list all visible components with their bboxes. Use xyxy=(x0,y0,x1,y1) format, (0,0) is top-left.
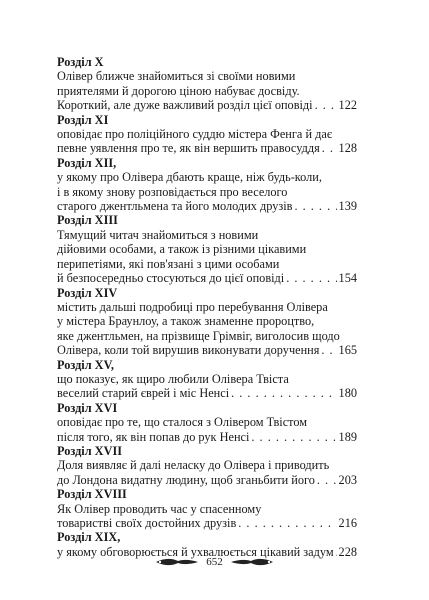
chapter-entry xyxy=(57,213,357,285)
chapter-description-line: до Лондона видатну людину, щоб зганьбити його xyxy=(57,472,315,487)
chapter-description-line: Олівера, коли той вирушив виконувати доручення xyxy=(57,343,320,358)
dot-leader xyxy=(294,199,336,213)
chapter-entry xyxy=(57,530,357,559)
chapter-description-line: дійовими особами, а також із різними цікавими xyxy=(57,242,307,257)
chapter-title: Розділ XIX, xyxy=(57,530,121,545)
chapter-title: Розділ XII, xyxy=(57,155,117,170)
chapter-page-number: 165 xyxy=(338,343,357,358)
chapter-description-line: Як Олівер проводить час у спасенному xyxy=(57,501,262,516)
table-of-contents xyxy=(57,55,357,559)
chapter-last-line xyxy=(57,141,357,155)
chapter-entry xyxy=(57,113,357,156)
chapter-entry xyxy=(57,487,357,530)
chapter-page-number: 203 xyxy=(338,472,357,487)
chapter-entry xyxy=(57,55,357,113)
dot-leader xyxy=(238,516,336,530)
chapter-last-line xyxy=(57,516,357,530)
chapter-description-line: веселий старий єврей і міс Ненсі xyxy=(57,386,230,401)
dot-leader xyxy=(315,98,337,112)
chapter-last-line xyxy=(57,271,357,285)
chapter-last-line xyxy=(57,386,357,400)
chapter-page-number: 180 xyxy=(338,386,357,401)
chapter-description-line: перипетіями, які пов'язані з цими особами xyxy=(57,256,280,271)
chapter-description-line: приятелями й дорогою ціною набуває досвіду. xyxy=(57,83,300,98)
chapter-last-line xyxy=(57,199,357,213)
chapter-page-number: 216 xyxy=(338,516,357,530)
chapter-page-number: 128 xyxy=(338,141,357,156)
chapter-entry xyxy=(57,358,357,401)
page-footer xyxy=(0,556,429,568)
chapter-description-line: товаристві своїх достойних друзів xyxy=(57,516,237,530)
chapter-page-number: 122 xyxy=(338,98,357,113)
chapter-title: Розділ XIV xyxy=(57,285,118,300)
chapter-description-line: старого джентльмена та його молодих друзів xyxy=(57,199,293,214)
chapter-title: Розділ X xyxy=(57,55,104,69)
chapter-description-line: Олівер ближче знайомиться зі своїми новими xyxy=(57,69,296,84)
chapter-description-line: і в якому знову розповідається про веселого xyxy=(57,184,288,199)
dot-leader xyxy=(251,430,336,444)
chapter-entry xyxy=(57,156,357,214)
chapter-entry xyxy=(57,444,357,487)
chapter-last-line xyxy=(57,98,357,112)
chapter-entry xyxy=(57,286,357,358)
chapter-description-line: що показує, як щиро любили Олівера Твіста xyxy=(57,371,289,386)
chapter-title: Розділ XV, xyxy=(57,357,114,372)
dot-leader xyxy=(317,473,337,487)
chapter-description-line: у якому обговорюється й ухвалюється цікавий задум xyxy=(57,544,334,559)
chapter-title: Розділ XI xyxy=(57,112,109,127)
chapter-description-line: оповідає про поліційного суддю містера Фенга й дає xyxy=(57,127,333,142)
chapter-title: Розділ XIII xyxy=(57,213,118,228)
chapter-title: Розділ XVI xyxy=(57,400,118,415)
chapter-page-number: 154 xyxy=(338,271,357,286)
chapter-title: Розділ XVIII xyxy=(57,487,127,502)
dot-leader xyxy=(231,386,336,400)
chapter-entry xyxy=(57,401,357,444)
chapter-description-line: містить дальші подробиці про перебування Олівера xyxy=(57,299,328,314)
chapter-description-line: певне уявлення про те, як він вершить правосуддя xyxy=(57,141,320,156)
chapter-description-line: яке джентльмен, на прізвище Грімвіг, виголосив щодо xyxy=(57,328,340,343)
page-number: 652 xyxy=(206,556,223,568)
ornament-left-icon xyxy=(154,557,200,567)
chapter-last-line xyxy=(57,343,357,357)
chapter-description-line: оповідає про те, що сталося з Олівером Твістом xyxy=(57,415,308,430)
chapter-description-line: Короткий, але дуже важливий розділ цієї оповіді xyxy=(57,98,313,113)
chapter-last-line xyxy=(57,430,357,444)
chapter-description-line: Тямущий читач знайомиться з новими xyxy=(57,227,259,242)
chapter-description-line: Доля виявляє й далі неласку до Олівера і приводить xyxy=(57,458,330,473)
dot-leader xyxy=(286,271,336,285)
chapter-description-line: у якому про Олівера дбають краще, ніж будь-коли, xyxy=(57,170,322,185)
dot-leader xyxy=(322,141,337,155)
chapter-page-number: 228 xyxy=(338,544,357,559)
chapter-description-line: після того, як він попав до рук Ненсі xyxy=(57,429,250,444)
chapter-last-line xyxy=(57,473,357,487)
ornament-right-icon xyxy=(229,557,275,567)
chapter-description-line: й безпосередньо стосуються до цієї оповіді xyxy=(57,271,285,286)
dot-leader xyxy=(321,343,336,357)
chapter-page-number: 189 xyxy=(338,429,357,444)
chapter-title: Розділ XVII xyxy=(57,443,123,458)
chapter-page-number: 139 xyxy=(338,199,357,214)
chapter-description-line: у містера Браунлоу, а також знаменне пророцтво, xyxy=(57,314,315,329)
